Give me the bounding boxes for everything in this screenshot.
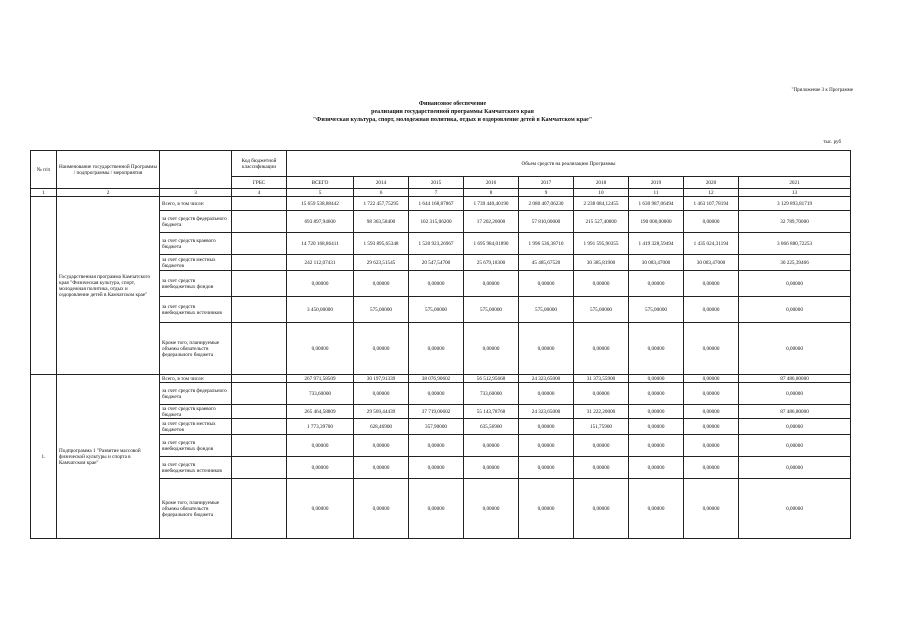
col-number: 4 [232,189,287,197]
budget-code-cell [232,211,287,233]
amount-cell: 0,00000 [519,419,574,435]
amount-cell: 30 225,39466 [739,255,851,271]
amount-cell: 0,00000 [629,457,684,479]
amount-cell: 575,00000 [464,297,519,323]
amount-cell: 45 485,67520 [519,255,574,271]
funding-source-cell: Кроме того, планируемые объемы обязательств федерального бюджета [160,323,232,375]
amount-cell: 0,00000 [519,457,574,479]
col-number: 2 [57,189,160,197]
amount-cell: 0,00000 [409,383,464,405]
amount-cell: 0,00000 [684,383,739,405]
amount-cell: 0,00000 [684,375,739,383]
amount-cell: 0,00000 [464,323,519,375]
amount-cell: 0,00000 [287,271,354,297]
header-year: 2019 [629,177,684,189]
amount-cell: 1 722 457,75295 [354,197,409,211]
financing-table [30,150,851,539]
document-title-block [0,100,905,124]
amount-cell: 0,00000 [464,435,519,457]
amount-cell: 0,00000 [574,271,629,297]
currency-unit: тыс. руб [823,140,841,145]
budget-code-cell [232,405,287,419]
amount-cell: 0,00000 [684,323,739,375]
amount-cell: 57 810,00000 [519,211,574,233]
funding-source-cell: за счет средств федерального бюджета [160,383,232,405]
amount-cell: 29 569,44439 [354,405,409,419]
funding-source-cell: за счет средств краевого бюджета [160,233,232,255]
amount-cell: 0,00000 [519,383,574,405]
col-number: 13 [739,189,851,197]
amount-cell: 0,00000 [739,419,851,435]
amount-cell: 1 435 024,31194 [684,233,739,255]
amount-cell: 0,00000 [739,435,851,457]
amount-cell: 1 463 107,78194 [684,197,739,211]
budget-code-cell [232,323,287,375]
amount-cell: 0,00000 [409,271,464,297]
amount-cell: 0,00000 [287,457,354,479]
amount-cell: 17 202,20000 [464,211,519,233]
budget-code-cell [232,457,287,479]
row-number-cell [31,197,57,375]
budget-code-cell [232,383,287,405]
funding-source-cell: Кроме того, планируемые объемы обязательств федерального бюджета [160,479,232,539]
amount-cell: 0,00000 [684,435,739,457]
amount-cell: 0,00000 [684,405,739,419]
amount-cell: 1 593 895,65348 [354,233,409,255]
amount-cell: 733,60000 [464,383,519,405]
amount-cell: 0,00000 [574,435,629,457]
amount-cell: 0,00000 [739,297,851,323]
funding-source-cell: за счет средств внебюджетных источников [160,297,232,323]
amount-cell: 0,00000 [287,323,354,375]
funding-source-cell: за счет средств местных бюджетов [160,255,232,271]
col-number: 1 [31,189,57,197]
col-number: 10 [574,189,629,197]
budget-code-cell [232,255,287,271]
amount-cell: 1 996 536,38710 [519,233,574,255]
funding-source-cell: Всего, в том числе: [160,375,232,383]
amount-cell: 0,00000 [519,271,574,297]
document-title-line-2: реализации государственной программы Камчатского края [371,109,534,115]
amount-cell: 0,00000 [354,271,409,297]
amount-cell: 32 789,70000 [739,211,851,233]
amount-cell: 0,00000 [574,479,629,539]
amount-cell: 0,00000 [354,383,409,405]
amount-cell: 98 363,58400 [354,211,409,233]
amount-cell: 1 739 440,40190 [464,197,519,211]
amount-cell: 0,00000 [574,323,629,375]
amount-cell: 0,00000 [409,435,464,457]
amount-cell: 0,00000 [354,435,409,457]
row-number-cell: 1. [31,375,57,539]
amount-cell: 0,00000 [629,375,684,383]
col-number: 3 [160,189,232,197]
amount-cell: 37 719,00602 [409,405,464,419]
amount-cell: 0,00000 [629,383,684,405]
amount-cell: 1 773,39700 [287,419,354,435]
amount-cell: 30 385,81900 [574,255,629,271]
amount-cell: 24 323,65000 [519,405,574,419]
amount-cell: 0,00000 [684,297,739,323]
amount-cell: 575,00000 [519,297,574,323]
amount-cell: 0,00000 [739,271,851,297]
amount-cell: 15 659 538,88442 [287,197,354,211]
amount-cell: 265 464,58809 [287,405,354,419]
amount-cell: 0,00000 [574,383,629,405]
program-name-cell: Государственная программа Камчатского края "Физическая культура, спорт, молодежная политика, отдых и оздоровление детей в Камчатском крае" [57,197,160,375]
column-number-row [31,189,851,197]
amount-cell: 0,00000 [684,271,739,297]
amount-cell: 0,00000 [464,479,519,539]
budget-code-cell [232,479,287,539]
funding-source-cell: за счет средств краевого бюджета [160,405,232,419]
col-number: 7 [409,189,464,197]
program-name-cell: Подпрограмма 1 "Развитие массовой физической культуры и спорта в Камчатском крае" [57,375,160,539]
amount-cell: 0,00000 [409,323,464,375]
header-year: 2017 [519,177,574,189]
budget-code-cell [232,297,287,323]
amount-cell: 0,00000 [519,435,574,457]
amount-cell: 29 623,51545 [354,255,409,271]
amount-cell: 30 083,47000 [629,255,684,271]
amount-cell: 31 222,20000 [574,405,629,419]
amount-cell: 0,00000 [739,479,851,539]
amount-cell: 0,00000 [629,405,684,419]
amount-cell: 0,00000 [739,383,851,405]
amount-cell: 575,00000 [409,297,464,323]
funding-source-cell: за счет средств федерального бюджета [160,211,232,233]
amount-cell: 3 066 880,72253 [739,233,851,255]
amount-cell: 242 112,07431 [287,255,354,271]
amount-cell: 56 512,95668 [464,375,519,383]
header-year: 2020 [684,177,739,189]
budget-code-cell [232,419,287,435]
amount-cell: 31 373,55900 [574,375,629,383]
funding-source-cell: за счет средств местных бюджетов [160,419,232,435]
amount-cell: 357,90000 [409,419,464,435]
header-year: 2014 [354,177,409,189]
header-year: 2018 [574,177,629,189]
amount-cell: 0,00000 [354,323,409,375]
amount-cell: 0,00000 [739,323,851,375]
amount-cell: 215 527,40000 [574,211,629,233]
header-empty [160,151,232,189]
amount-cell: 0,00000 [519,323,574,375]
amount-cell: 0,00000 [684,419,739,435]
budget-code-cell [232,197,287,211]
amount-cell: 2 080 407,06230 [519,197,574,211]
amount-cell: 1 630 987,06494 [629,197,684,211]
amount-cell: 628,46900 [354,419,409,435]
col-number: 6 [354,189,409,197]
amount-cell: 1 419 328,59494 [629,233,684,255]
header-year: 2016 [464,177,519,189]
amount-cell: 3 450,00000 [287,297,354,323]
amount-cell: 0,00000 [629,435,684,457]
amount-cell: 575,00000 [574,297,629,323]
amount-cell: 0,00000 [354,457,409,479]
amount-cell: 0,00000 [629,323,684,375]
amount-cell: 0,00000 [739,457,851,479]
amount-cell: 0,00000 [409,479,464,539]
amount-cell: 0,00000 [464,271,519,297]
amount-cell: 0,00000 [629,419,684,435]
budget-code-cell [232,435,287,457]
amount-cell: 1 695 984,01890 [464,233,519,255]
amount-cell: 55 143,78768 [464,405,519,419]
header-code: Код бюджетной классификации [232,151,287,177]
amount-cell: 635,56900 [464,419,519,435]
appendix-note: "Приложение 3 к Программе [791,88,853,93]
amount-cell: 30 197,91339 [354,375,409,383]
amount-cell: 0,00000 [629,479,684,539]
header-grbs: ГРБС [232,177,287,189]
amount-cell: 38 076,90602 [409,375,464,383]
amount-cell: 0,00000 [519,479,574,539]
amount-cell: 24 323,65000 [519,375,574,383]
document-title-line-3: "Физическая культура, спорт, молодежная политика, отдых и оздоровление детей в Камчатском крае" [312,117,593,123]
amount-cell: 0,00000 [629,271,684,297]
table-row [31,375,851,383]
amount-cell: 0,00000 [574,457,629,479]
amount-cell: 87 486,80000 [739,375,851,383]
funding-source-cell: за счет средств внебюджетных фондов [160,435,232,457]
funding-source-cell: Всего, в том числе: [160,197,232,211]
col-number: 8 [464,189,519,197]
amount-cell: 0,00000 [287,479,354,539]
amount-cell: 0,00000 [684,457,739,479]
col-number: 9 [519,189,574,197]
amount-cell: 20 547,54700 [409,255,464,271]
funding-source-cell: за счет средств внебюджетных источников [160,457,232,479]
budget-code-cell [232,233,287,255]
amount-cell: 25 679,18300 [464,255,519,271]
amount-cell: 0,00000 [684,479,739,539]
amount-cell: 267 971,58509 [287,375,354,383]
amount-cell: 1 991 595,90355 [574,233,629,255]
col-number: 12 [684,189,739,197]
amount-cell: 102 315,06200 [409,211,464,233]
amount-cell: 1 520 923,26967 [409,233,464,255]
amount-cell: 575,00000 [629,297,684,323]
header-year: ВСЕГО [287,177,354,189]
amount-cell: 0,00000 [354,479,409,539]
amount-cell: 575,00000 [354,297,409,323]
amount-cell: 0,00000 [464,457,519,479]
amount-cell: 151,75900 [574,419,629,435]
col-number: 11 [629,189,684,197]
amount-cell: 0,00000 [287,435,354,457]
budget-code-cell [232,271,287,297]
table-row [31,197,851,211]
header-year: 2021 [739,177,851,189]
amount-cell: 190 000,00000 [629,211,684,233]
amount-cell: 1 644 168,87867 [409,197,464,211]
budget-code-cell [232,375,287,383]
amount-cell: 0,00000 [684,211,739,233]
header-volume: Объем средств на реализацию Программы [287,151,851,177]
amount-cell: 30 083,47000 [684,255,739,271]
amount-cell: 2 238 084,12455 [574,197,629,211]
amount-cell: 3 129 893,81719 [739,197,851,211]
table-header-row [31,151,851,177]
col-number: 5 [287,189,354,197]
header-num: № п/п [31,151,57,189]
funding-source-cell: за счет средств внебюджетных фондов [160,271,232,297]
amount-cell: 0,00000 [409,457,464,479]
amount-cell: 733,60000 [287,383,354,405]
amount-cell: 87 486,80000 [739,405,851,419]
document-title-line-1: Финансовое обеспечение [418,101,487,107]
amount-cell: 14 720 168,86411 [287,233,354,255]
header-name: Наименование государственной Программы / подпрограммы / мероприятия [57,151,160,189]
amount-cell: 693 897,94600 [287,211,354,233]
header-year: 2015 [409,177,464,189]
